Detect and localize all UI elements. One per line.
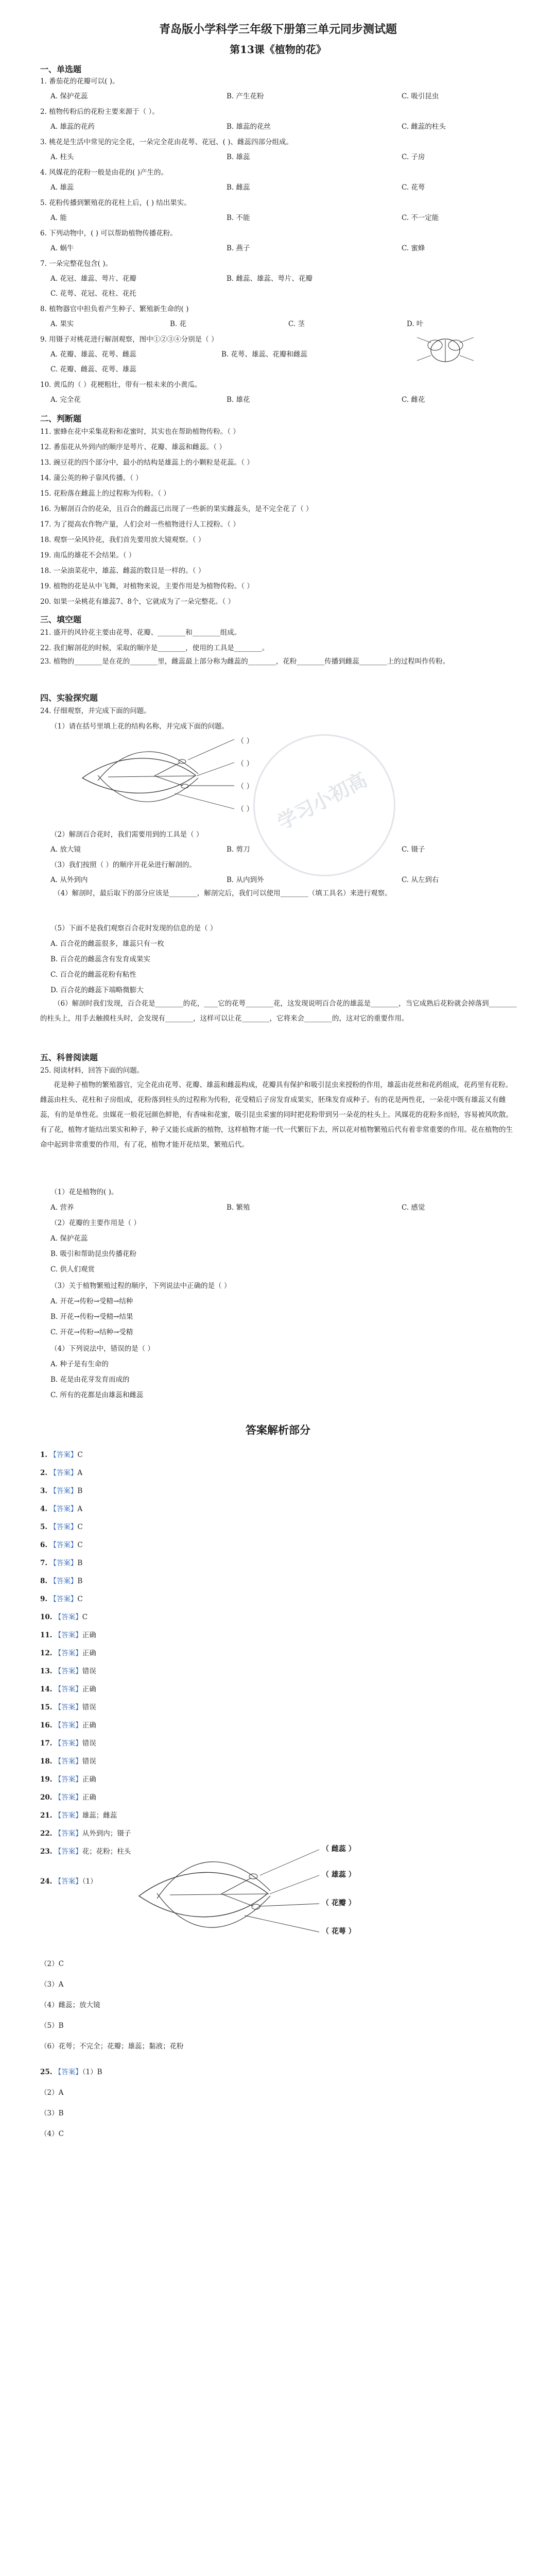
tf-question: 20. 如果一朵桃花有雄蕊7、8个，它就成为了一朵完整花。（ ）: [40, 598, 235, 606]
option: A. 柱头: [50, 153, 74, 161]
option: A. 百合花的雌蕊很多，雄蕊只有一枚: [50, 940, 164, 948]
watermark-stamp: 学习小初高: [228, 709, 420, 901]
answers-heading: 答案解析部分: [246, 1423, 310, 1436]
answer-row: 17. 【答案】错误: [40, 1739, 96, 1748]
tf-question: 19. 植物的花是从中飞舞，对植物来说，主要作用是为植物传粉。（ ）: [40, 582, 254, 590]
answer-row: 2. 【答案】A: [40, 1469, 83, 1477]
answer-25: 25. 【答案】（1）B: [40, 2068, 102, 2076]
answer-row: 20. 【答案】正确: [40, 1793, 96, 1802]
question: 7. 一朵完整花包含( )。: [40, 260, 112, 268]
option: B. 产生花粉: [227, 92, 264, 100]
tf-question: 18. 一朵油菜花中，雄蕊、雌蕊的数目是一样的。（ ）: [40, 567, 205, 575]
answer-row: 8. 【答案】B: [40, 1577, 83, 1585]
option: D. 百合花的雌蕊下端略微膨大: [50, 986, 144, 994]
answer-row: 14. 【答案】正确: [40, 1685, 96, 1693]
option: C. 子房: [402, 153, 425, 161]
tf-question: 13. 豌豆花的四个部分中，最小的结构是雄蕊上的小颗粒是花蕊。（ ）: [40, 459, 254, 467]
option: C. 所有的花都是由雄蕊和雌蕊: [50, 1391, 144, 1399]
tf-question: 17. 为了提高农作物产量，人们会对一些植物进行人工授粉。（ ）: [40, 520, 240, 529]
tf-question: 16. 为解剖百合的花朵，且百合的雌蕊已出现了一些新的果实雌蕊头，是不完全花了（ ）: [40, 505, 313, 513]
fill-question: 23. 植物的________是在花的________里，雌蕊最上部分称为雌蕊的________，花粉________传播到雌蕊________上的过程叫作传粉。: [40, 657, 450, 666]
option: B. 从内到外: [227, 876, 264, 884]
option: B. 吸引和帮助昆虫传播花粉: [50, 1250, 137, 1258]
fill-question: 22. 我们解剖花的时候，采取的顺序是________，使用的工具是________。: [40, 644, 269, 652]
option: B. 百合花的雌蕊含有发育成果实: [50, 955, 151, 963]
option: C. 花瓣、雌蕊、花萼、雄蕊: [50, 365, 136, 374]
answer-row: 23. 【答案】花；花粉；柱头: [40, 1848, 131, 1856]
answer-row: 18. 【答案】错误: [40, 1757, 96, 1766]
answer-row: 12. 【答案】正确: [40, 1649, 96, 1657]
answer-row: 4. 【答案】A: [40, 1505, 83, 1513]
question: 6. 下列动物中，( ) 可以帮助植物传播花粉。: [40, 229, 177, 238]
answer-row: 6. 【答案】C: [40, 1541, 83, 1549]
answer-label: （ 花萼 ）: [322, 1927, 356, 1936]
option: C. 蜜蜂: [402, 244, 425, 252]
label-bracket: （ ）: [237, 737, 254, 745]
section-heading: 三、填空题: [40, 615, 82, 624]
answer-row: 15. 【答案】错误: [40, 1703, 96, 1711]
sub-question: （4）下列说法中，错误的是（ ）: [50, 1345, 154, 1353]
option: B. 雄花: [227, 396, 250, 404]
option: A. 果实: [50, 320, 74, 328]
answer-row: 22. 【答案】从外到内；镊子: [40, 1829, 131, 1838]
option: A. 能: [50, 214, 67, 222]
option: B. 花: [170, 320, 187, 328]
question: 2. 植物传粉后的花粉主要来源于（ ）。: [40, 108, 159, 116]
tf-question: 19. 南瓜的雄花不会结果。（ ）: [40, 551, 136, 560]
sub-question: （2）解剖百合花时，我们需要用到的工具是（ ）: [50, 831, 203, 839]
option: C. 开花→传粉→结种→受精: [50, 1328, 133, 1336]
label-bracket: （ ）: [237, 760, 254, 768]
option: C. 花萼、花冠、花柱、花托: [50, 290, 136, 298]
answer-line: （2）A: [40, 2089, 64, 2097]
option: C. 不一定能: [402, 214, 439, 222]
question: 1. 番茄花的花瓣可以( )。: [40, 77, 119, 86]
answer-row: 9. 【答案】C: [40, 1595, 83, 1603]
answer-line: （3）B: [40, 2109, 64, 2117]
option: B. 花萼、雄蕊、花瓣和雌蕊: [221, 350, 308, 359]
sub-question: （3）我们按照（ ）的顺序开花朵进行解剖的。: [50, 861, 196, 869]
sub-question: （1）花是植物的( )。: [50, 1188, 118, 1196]
option: D. 叶: [407, 320, 424, 328]
sub-question: （5）下面不是我们观察百合花时发现的信息的是（ ）: [50, 924, 217, 933]
label-bracket: （ ）: [237, 805, 254, 814]
page-title: 青岛版小学科学三年级下册第三单元同步测试题: [159, 23, 397, 36]
section-heading: 二、判断题: [40, 414, 82, 423]
answer-row: 21. 【答案】雄蕊；雌蕊: [40, 1811, 117, 1820]
option: B. 燕子: [227, 244, 250, 252]
option: A. 种子是有生命的: [50, 1360, 109, 1368]
option: C. 供人们观赏: [50, 1265, 95, 1274]
option: C. 镊子: [402, 845, 425, 854]
option: C. 百合花的雌蕊花粉有粘性: [50, 971, 136, 979]
answer-row: 7. 【答案】B: [40, 1559, 83, 1567]
option: C. 雌花: [402, 396, 425, 404]
answer-24: 24. 【答案】（1）: [40, 1877, 97, 1886]
answer-row: 3. 【答案】B: [40, 1487, 83, 1495]
answer-row: 19. 【答案】正确: [40, 1775, 96, 1784]
label-bracket: （ ）: [237, 783, 254, 791]
option: A. 蜗牛: [50, 244, 74, 252]
answer-row: 11. 【答案】正确: [40, 1631, 96, 1639]
option: B. 不能: [227, 214, 250, 222]
answer-label: （ 雄蕊 ）: [322, 1871, 356, 1879]
answer-row: 13. 【答案】错误: [40, 1667, 96, 1675]
fill-question: 21. 盛开的风铃花主要由花萼、花瓣、________和________组成。: [40, 629, 241, 637]
tf-question: 12. 番茄花从外到内的顺序是萼片、花瓣、雄蕊和雌蕊。（ ）: [40, 443, 226, 451]
tf-question: 11. 蜜蜂在花中采集花粉和花蜜时，其实也在帮助植物传粉。（ ）: [40, 428, 240, 436]
answer-row: 16. 【答案】正确: [40, 1721, 96, 1730]
option: B. 繁殖: [227, 1204, 250, 1212]
option: C. 雌蕊的柱头: [402, 123, 446, 131]
section-heading: 五、科普阅读题: [40, 1053, 98, 1062]
sub-question: （6）解剖时我们发现，百合花是________的花，____它的花萼________花，这发现说明百合花的雄蕊是________，当它成熟后花粉就会掉落到________的柱头上，用手去触摸柱头时，会发现有________，这样可以让花________，它将来会________的，这对它的重要作用。: [40, 999, 517, 1023]
section-heading: 四、实验探究题: [40, 693, 98, 703]
option: C. 茎: [288, 320, 305, 328]
option: B. 雌蕊: [227, 183, 250, 192]
answer-line: （3）A: [40, 1980, 64, 1989]
option: A. 花瓣、雄蕊、花萼、雌蕊: [50, 350, 136, 359]
option: C. 吸引昆虫: [402, 92, 439, 100]
option: C. 花萼: [402, 183, 425, 192]
sub-question: （3）关于植物繁殖过程的顺序，下列说法中正确的是（ ）: [50, 1282, 231, 1290]
option: A. 营养: [50, 1204, 74, 1212]
question: 24. 仔细观察，并完成下面的问题。: [40, 707, 151, 715]
sub-question: （1）请在括号里填上花的结构名称，并完成下面的问题。: [50, 722, 229, 731]
tf-question: 18. 观察一朵风铃花，我们首先要用放大镜观察。（ ）: [40, 536, 205, 544]
question: 10. 黄瓜的（ ）花梗粗壮，带有一根未来的小黄瓜。: [40, 381, 202, 389]
section-heading: 一、单选题: [40, 64, 82, 74]
sub-question: （2）花瓣的主要作用是（ ）: [50, 1219, 141, 1227]
option: A. 完全花: [50, 396, 81, 404]
question: 5. 花粉传播到繁殖花的花柱上后，( ) 结出果实。: [40, 199, 191, 207]
question: 4. 风媒花的花粉一般是由花的( )产生的。: [40, 168, 168, 177]
option: B. 开花→传粉→受精→结果: [50, 1313, 133, 1321]
answer-row: 5. 【答案】C: [40, 1523, 83, 1531]
option: B. 雌蕊、雄蕊、萼片、花瓣: [227, 275, 313, 283]
option: A. 放大镜: [50, 845, 81, 854]
tf-question: 14. 蒲公英的种子靠风传播。（ ）: [40, 474, 143, 482]
option: A. 花冠、雄蕊、萼片、花瓣: [50, 275, 136, 283]
option: A. 雄蕊的花药: [50, 123, 95, 131]
option: C. 从左到右: [402, 876, 439, 884]
question: 25. 阅读材料，回答下面的问题。: [40, 1066, 144, 1075]
option: B. 花是由花芽发育而成的: [50, 1376, 130, 1384]
option: A. 雄蕊: [50, 183, 74, 192]
answer-line: （5）B: [40, 2022, 64, 2030]
option: B. 雄蕊的花丝: [227, 123, 271, 131]
question: 8. 植物器官中担负着产生种子、繁殖新生命的( ): [40, 305, 189, 313]
option: A. 保护花蕊: [50, 1234, 88, 1243]
lesson-title: 第13课《植物的花》: [230, 43, 326, 56]
answer-row: 1. 【答案】C: [40, 1451, 83, 1459]
tf-question: 15. 花粉落在雌蕊上的过程称为传粉。（ ）: [40, 489, 170, 498]
option: C. 感觉: [402, 1204, 425, 1212]
option: A. 保护花蕊: [50, 92, 88, 100]
option: A. 开花→传粉→受精→结种: [50, 1297, 133, 1306]
answer-line: （6）花萼；不完全；花瓣；雄蕊；黏液；花粉: [40, 2042, 184, 2050]
option: B. 雄蕊: [227, 153, 250, 161]
answer-label: （ 花瓣 ）: [322, 1899, 356, 1907]
question: 9. 用镊子对桃花进行解剖观察，图中①②③④分别是（ ）: [40, 335, 218, 344]
answer-line: （2）C: [40, 1960, 64, 1968]
peach-flower-diagram: [412, 330, 479, 371]
reading-passage: 花是种子植物的繁殖器官，完全花由花萼、花瓣、雄蕊和雌蕊构成，花瓣具有保护和吸引昆虫来授粉的作用，雄蕊由花丝和花药组成，花药里有花粉。雌蕊由柱头、花柱和子房组成，花粉落到柱头的过程称为传粉，花受精后子房发育成果实，胚珠发育成种子。有的花是两性花，一朵花中既有雄蕊又有雌蕊，有的是单性花。虫媒花一般花冠颜色鲜艳，有香味和花蜜，吸引昆虫采蜜的同时把花粉带到另一朵花的柱头上。风媒花的花粉多而轻，容易被风吹散。有了花，植物才能结出果实和种子，种子又能长成新的植物，这样植物才能一代一代繁衍下去，所以花对植物繁殖后代有着非常重要的作用。花在植物的生命中起到非常重要的作用，有了花，植物才能开花结果，繁殖后代。: [40, 1081, 513, 1149]
option: A. 从外到内: [50, 876, 88, 884]
sub-question: （4）解剖时，最后取下的部分应该是________，解剖完后，我们可以使用________（填工具名）来进行观察。: [54, 889, 392, 897]
answer-line: （4）C: [40, 2130, 64, 2138]
answer-line: （4）雌蕊；放大镜: [40, 2001, 100, 2009]
option: B. 剪刀: [227, 845, 250, 854]
answer-row: 10. 【答案】C: [40, 1613, 88, 1621]
answer-label: （ 雌蕊 ）: [322, 1845, 356, 1853]
question: 3. 桃花是生活中常见的完全花，一朵完全花由花萼、花冠、( )、雌蕊四部分组成。: [40, 138, 293, 146]
